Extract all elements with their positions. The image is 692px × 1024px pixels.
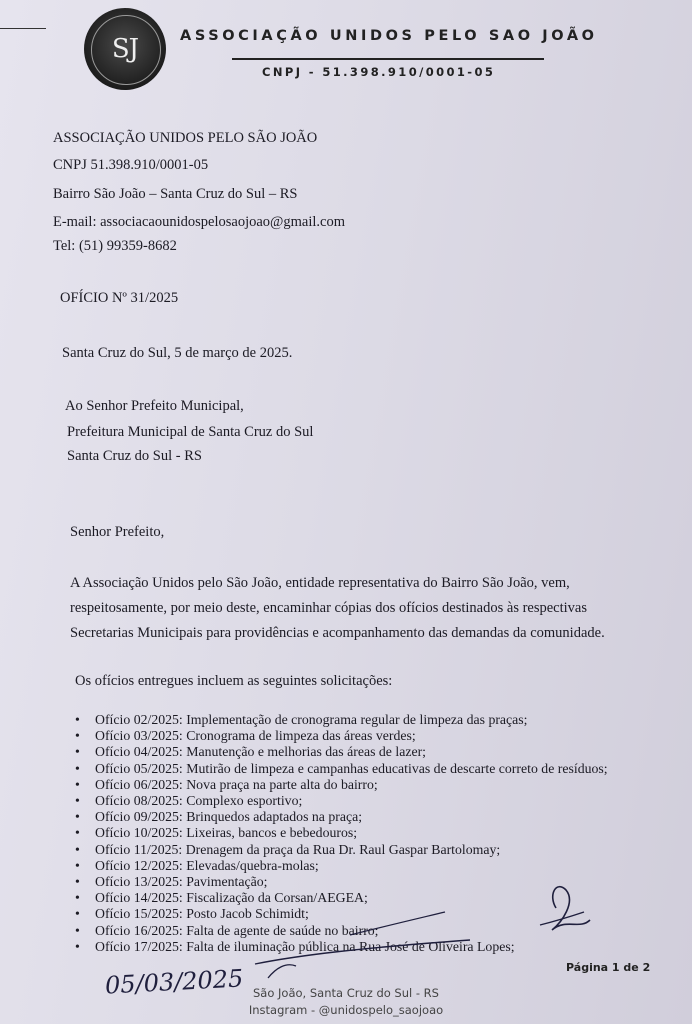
list-item: • Ofício 15/2025: Posto Jacob Schimidt; [75, 906, 608, 922]
letterhead-title: ASSOCIAÇÃO UNIDOS PELO SAO JOÃO [180, 28, 598, 44]
list-item: • Ofício 12/2025: Elevadas/quebra-molas; [75, 858, 608, 874]
body-line-1: A Associação Unidos pelo São João, entidade representativa do Bairro São João, vem, [70, 575, 570, 591]
salutation: Senhor Prefeito, [70, 524, 165, 540]
rubric-signature [540, 912, 584, 925]
rubric-signature [552, 887, 590, 930]
date-line: Santa Cruz do Sul, 5 de março de 2025. [62, 345, 293, 361]
list-item: • Ofício 14/2025: Fiscalização da Corsan/AEGEA; [75, 890, 608, 906]
list-item: • Ofício 04/2025: Manutenção e melhorias das áreas de lazer; [75, 744, 608, 760]
footer-instagram: Instagram - @unidospelo_saojoao [248, 1003, 444, 1017]
recipient-line-3: Santa Cruz do Sul - RS [67, 448, 202, 464]
list-item: • Ofício 17/2025: Falta de iluminação pública na Rua José de Oliveira Lopes; [75, 939, 608, 955]
handwritten-date: 05/03/2025 [104, 964, 244, 1000]
list-item: • Ofício 09/2025: Brinquedos adaptados na praça; [75, 809, 608, 825]
footer-location: São João, Santa Cruz do Sul - RS [253, 986, 439, 1000]
body-line-2: respeitosamente, por meio deste, encaminhar cópias dos ofícios destinados às respectivas [70, 600, 588, 616]
letterhead-cnpj: CNPJ - 51.398.910/0001-05 [262, 65, 496, 79]
list-item: • Ofício 10/2025: Lixeiras, bancos e bebedouros; [75, 825, 608, 841]
list-item: • Ofício 05/2025: Mutirão de limpeza e campanhas educativas de descarte correto de resíduos; [75, 761, 608, 777]
signature-stroke [255, 940, 470, 964]
sender-email: E-mail: associacaounidospelosaojoao@gmail.com [53, 214, 345, 230]
list-item: • Ofício 11/2025: Drenagem da praça da Rua Dr. Raul Gaspar Bartolomay; [75, 842, 608, 858]
signature-stroke [268, 965, 296, 978]
recipient-line-1: Ao Senhor Prefeito Municipal, [65, 398, 244, 414]
signature-stroke [350, 912, 445, 935]
oficio-number: OFÍCIO Nº 31/2025 [60, 290, 179, 306]
list-item: • Ofício 13/2025: Pavimentação; [75, 874, 608, 890]
sender-name: ASSOCIAÇÃO UNIDOS PELO SÃO JOÃO [53, 130, 318, 146]
list-item: • Ofício 06/2025: Nova praça na parte alta do bairro; [75, 777, 608, 793]
body-line-3: Secretarias Municipais para providências e acompanhamento das demandas da comunidade. [70, 625, 605, 641]
list-item: • Ofício 02/2025: Implementação de cronograma regular de limpeza das praças; [75, 712, 608, 728]
sender-tel: Tel: (51) 99359-8682 [53, 238, 177, 254]
recipient-line-2: Prefeitura Municipal de Santa Cruz do Sul [67, 424, 314, 440]
sender-cnpj: CNPJ 51.398.910/0001-05 [53, 157, 209, 173]
logo-monogram: SJ [111, 34, 139, 64]
page-number: Página 1 de 2 [566, 961, 651, 974]
sender-address: Bairro São João – Santa Cruz do Sul – RS [53, 186, 298, 202]
list-intro: Os ofícios entregues incluem as seguintes solicitações: [75, 673, 393, 689]
list-item: • Ofício 08/2025: Complexo esportivo; [75, 793, 608, 809]
list-item: • Ofício 16/2025: Falta de agente de saúde no bairro; [75, 923, 608, 939]
list-item: • Ofício 03/2025: Cronograma de limpeza das áreas verdes; [75, 728, 608, 744]
